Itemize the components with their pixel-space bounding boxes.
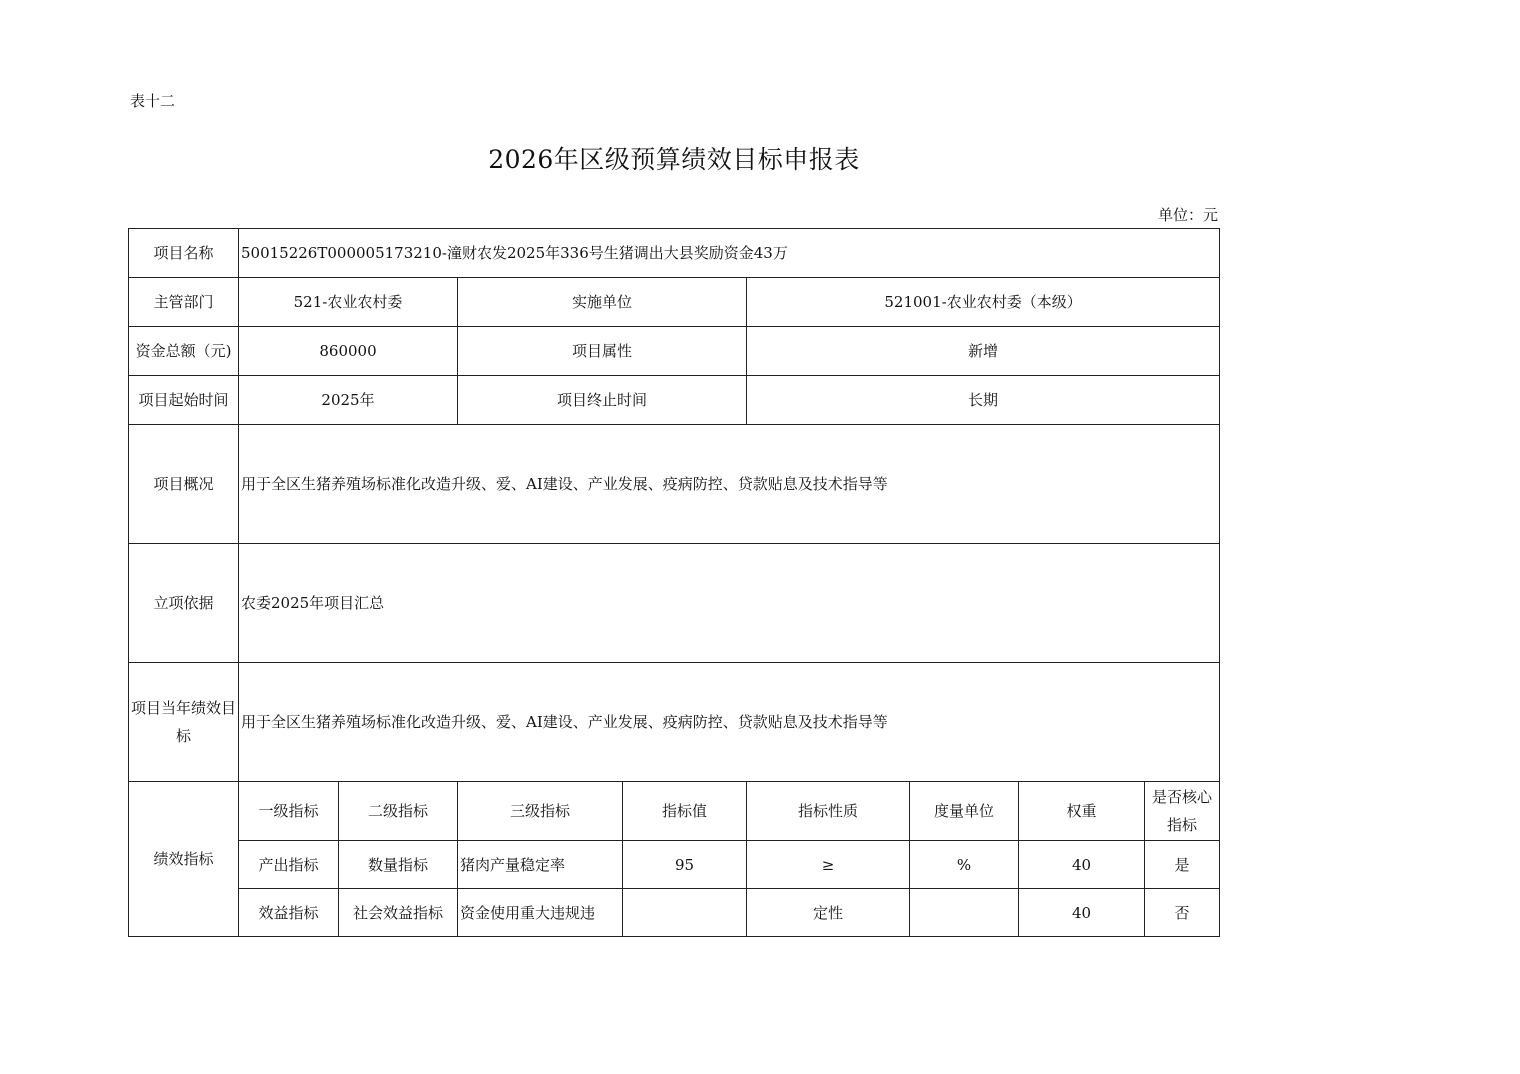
indicator-level3: 资金使用重大违规违 xyxy=(458,889,623,937)
header-unit: 度量单位 xyxy=(910,782,1019,841)
department-label: 主管部门 xyxy=(129,278,239,327)
row-period xyxy=(129,376,1220,425)
indicator-nature: ≥ xyxy=(747,841,910,889)
row-project-name xyxy=(129,229,1220,278)
annual-goal-value: 用于全区生猪养殖场标准化改造升级、爱、AI建设、产业发展、疫病防控、贷款贴息及技术指导等 xyxy=(239,663,1220,782)
fund-total-label: 资金总额（元) xyxy=(129,327,239,376)
row-fund xyxy=(129,327,1220,376)
end-time-label: 项目终止时间 xyxy=(458,376,747,425)
header-level1: 一级指标 xyxy=(239,782,339,841)
header-weight: 权重 xyxy=(1019,782,1145,841)
end-time-value: 长期 xyxy=(747,376,1220,425)
performance-target-form xyxy=(128,228,1220,937)
row-department xyxy=(129,278,1220,327)
indicator-core: 否 xyxy=(1145,889,1220,937)
basis-value: 农委2025年项目汇总 xyxy=(239,544,1220,663)
overview-value: 用于全区生猪养殖场标准化改造升级、爱、AI建设、产业发展、疫病防控、贷款贴息及技术指导等 xyxy=(239,425,1220,544)
start-time-label: 项目起始时间 xyxy=(129,376,239,425)
annual-goal-label: 项目当年绩效目标 xyxy=(129,663,239,782)
indicator-nature: 定性 xyxy=(747,889,910,937)
indicator-core: 是 xyxy=(1145,841,1220,889)
indicator-level2: 社会效益指标 xyxy=(339,889,458,937)
row-overview xyxy=(129,425,1220,544)
indicator-value: 95 xyxy=(623,841,747,889)
indicators-section-label: 绩效指标 xyxy=(129,782,239,937)
unit-label: 单位：元 xyxy=(1157,206,1218,224)
implementing-unit-label: 实施单位 xyxy=(458,278,747,327)
project-attribute-label: 项目属性 xyxy=(458,327,747,376)
header-nature: 指标性质 xyxy=(747,782,910,841)
indicator-level3: 猪肉产量稳定率 xyxy=(458,841,623,889)
page-title: 2026年区级预算绩效目标申报表 xyxy=(488,145,860,174)
indicator-value xyxy=(623,889,747,937)
indicator-header-row xyxy=(129,782,1220,841)
overview-label: 项目概况 xyxy=(129,425,239,544)
project-name-value: 50015226T000005173210-潼财农发2025年336号生猪调出大县奖励资金43万 xyxy=(239,229,1220,278)
project-attribute-value: 新增 xyxy=(747,327,1220,376)
fund-total-value: 860000 xyxy=(239,327,458,376)
indicator-row xyxy=(129,889,1220,937)
basis-label: 立项依据 xyxy=(129,544,239,663)
indicator-weight: 40 xyxy=(1019,841,1145,889)
header-core: 是否核心指标 xyxy=(1145,782,1220,841)
department-value: 521-农业农村委 xyxy=(239,278,458,327)
indicator-unit: % xyxy=(910,841,1019,889)
implementing-unit-value: 521001-农业农村委（本级） xyxy=(747,278,1220,327)
indicator-level1: 产出指标 xyxy=(239,841,339,889)
indicator-level2: 数量指标 xyxy=(339,841,458,889)
indicator-weight: 40 xyxy=(1019,889,1145,937)
start-time-value: 2025年 xyxy=(239,376,458,425)
project-name-label: 项目名称 xyxy=(129,229,239,278)
table-label: 表十二 xyxy=(130,92,176,110)
indicator-row xyxy=(129,841,1220,889)
header-value: 指标值 xyxy=(623,782,747,841)
indicator-level1: 效益指标 xyxy=(239,889,339,937)
row-basis xyxy=(129,544,1220,663)
header-level2: 二级指标 xyxy=(339,782,458,841)
indicator-unit xyxy=(910,889,1019,937)
row-annual-goal xyxy=(129,663,1220,782)
header-level3: 三级指标 xyxy=(458,782,623,841)
